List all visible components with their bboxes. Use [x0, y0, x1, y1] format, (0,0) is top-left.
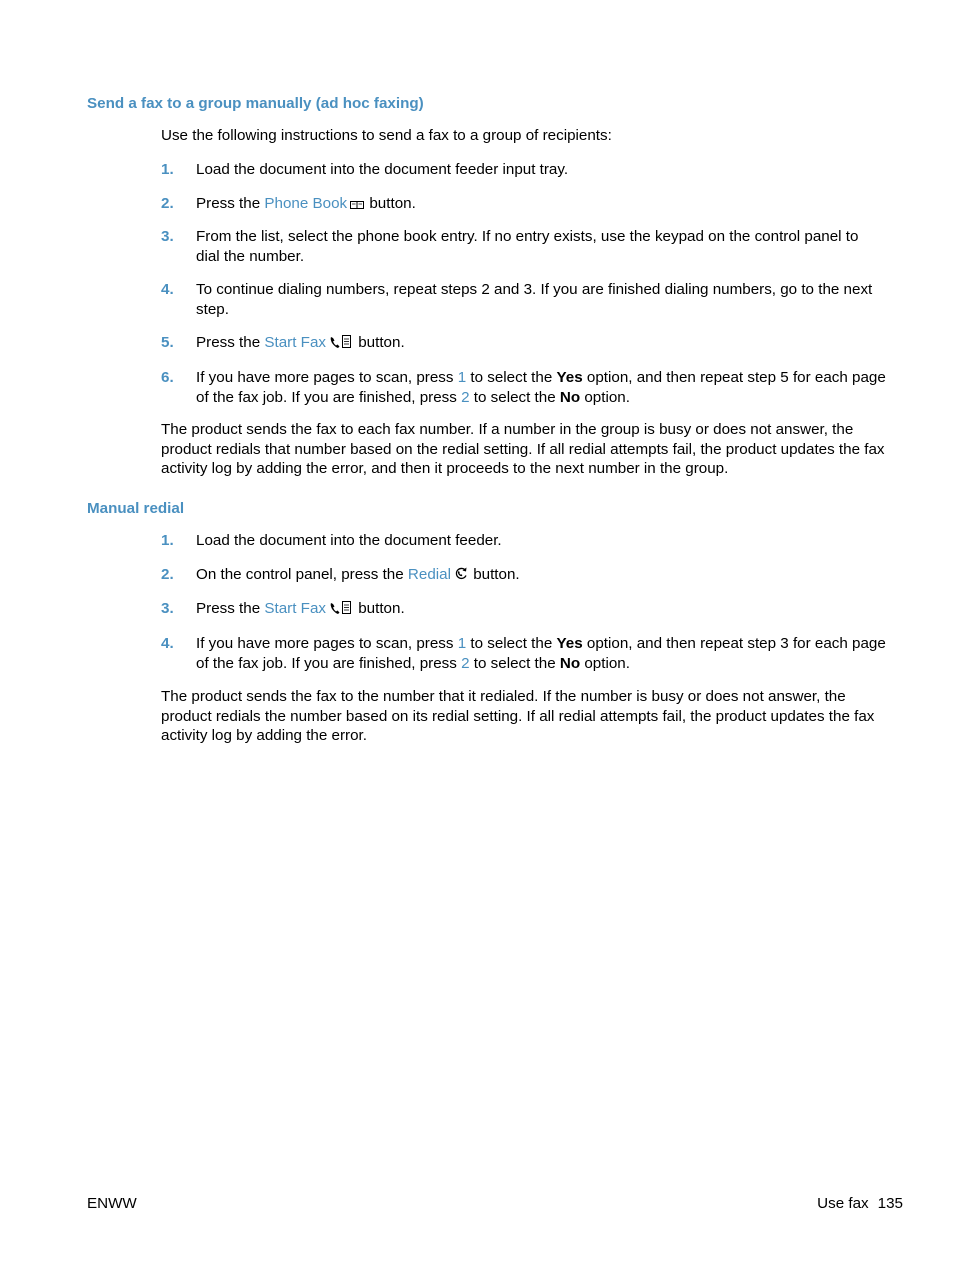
yes-option: Yes — [556, 369, 583, 386]
step-number: 5. — [161, 334, 174, 351]
footer-page-info — [817, 1194, 903, 1214]
start-fax-icon — [329, 334, 353, 355]
list-item — [161, 531, 886, 551]
phone-book-icon — [350, 196, 364, 216]
redial-keyword: Redial — [407, 566, 451, 583]
key-2: 2 — [461, 388, 470, 406]
list-item — [161, 634, 886, 673]
step-text: If you have more pages to scan, press 1 to select the Yes option, and then repeat step 3 for each page of the fax job. If you are finished, press 2 to select the No option. — [196, 635, 886, 672]
list-item — [161, 565, 886, 587]
section-heading-group-fax: Send a fax to a group manually (ad hoc faxing) — [87, 95, 424, 112]
key-1: 1 — [457, 635, 467, 652]
start-fax-keyword: Start Fax — [264, 600, 326, 617]
list-item — [161, 599, 886, 621]
closing-paragraph: The product sends the fax to each fax number. If a number in the group is busy or does not answer, the product redials that number based on the redial setting. If all redial attempts fail, the product updates the fax activity log by adding the error, and then it proceeds to the next number in the group. — [161, 421, 885, 477]
list-item — [161, 333, 886, 355]
intro-paragraph: Use the following instructions to send a fax to a group of recipients: — [161, 127, 612, 144]
step-number: 6. — [161, 369, 174, 386]
step-text: Press the Start Fax button. — [196, 599, 886, 621]
list-item — [161, 194, 886, 216]
step-text: If you have more pages to scan, press 1 to select the Yes option, and then repeat step 5 for each page of the fax job. If you are finished, press 2 to select the No option. — [196, 369, 886, 406]
section-heading-manual-redial: Manual redial — [87, 500, 185, 517]
step-number: 2. — [161, 566, 174, 583]
step-text: Load the document into the document feeder. — [196, 532, 502, 549]
list-item — [161, 227, 886, 266]
list-item — [161, 280, 886, 319]
step-number: 1. — [161, 532, 174, 549]
start-fax-icon — [329, 600, 353, 621]
step-number: 4. — [161, 281, 174, 298]
step-number: 4. — [161, 635, 174, 652]
step-text: On the control panel, press the Redial button. — [196, 565, 886, 587]
step-number: 3. — [161, 228, 174, 245]
footer-chapter: Use fax — [817, 1195, 869, 1212]
step-text: Press the Start Fax button. — [196, 333, 886, 355]
list-item — [161, 160, 886, 180]
key-2: 2 — [461, 654, 470, 672]
list-item — [161, 368, 886, 407]
step-text: From the list, select the phone book entry. If no entry exists, use the keypad on the control panel to dial the number. — [196, 228, 859, 265]
step-text: Press the Phone Book button. — [196, 194, 886, 216]
no-option: No — [559, 388, 581, 406]
phone-book-keyword: Phone Book — [264, 195, 348, 212]
step-text: Load the document into the document feeder input tray. — [196, 161, 569, 178]
page-number: 135 — [877, 1195, 903, 1212]
redial-icon — [454, 566, 468, 587]
footer-label: ENWW — [87, 1195, 137, 1212]
start-fax-keyword: Start Fax — [264, 334, 326, 351]
key-1: 1 — [457, 369, 467, 386]
yes-option: Yes — [556, 635, 583, 652]
closing-paragraph: The product sends the fax to the number that it redialed. If the number is busy or does not answer, the product redials the number based on its redial setting. If all redial attempts fail, the product updates the fax activity log by adding the error. — [161, 688, 875, 744]
no-option: No — [559, 654, 581, 672]
step-number: 1. — [161, 161, 174, 178]
step-number: 3. — [161, 600, 174, 617]
step-text: To continue dialing numbers, repeat steps 2 and 3. If you are finished dialing numbers, go to the next step. — [196, 281, 873, 318]
step-number: 2. — [161, 195, 174, 212]
